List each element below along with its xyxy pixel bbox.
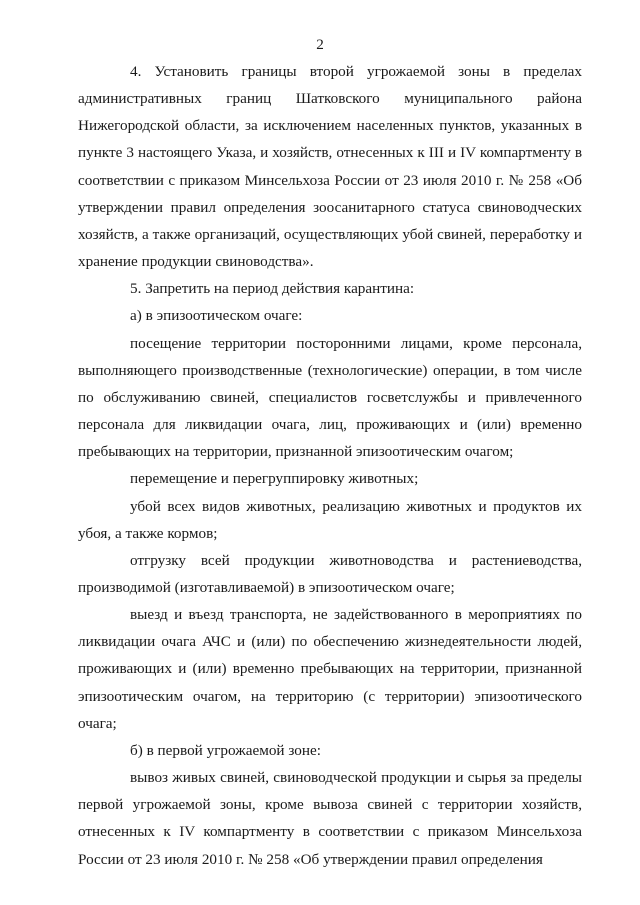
page-number: 2 <box>316 36 324 53</box>
paragraph-item-4: 4. Установить границы второй угрожаемой зоны в пределах административных границ Шатковского муниципального района Нижегородской области, за исключением населенных пунктов, указанных в пункте 3 настоящего Указа, и хозяйств, отнесенных к III и IV компартменту в соответствии с приказом Минсельхоза России от 23 июля 2010 г. № 258 «Об утверждении правил определения зоосанитарного статуса свиноводческих хозяйств, а также организаций, осуществляющих убой свиней, переработку и хранение продукции свиноводства». <box>78 63 582 271</box>
paragraph-export-ban: вывоз живых свиней, свиноводческой продукции и сырья за пределы первой угрожаемой зоны, кроме вывоза свиней с территории хозяйств, отнесенных к IV компартменту в соответствии с приказом Минсельхоза России от 23 июля 2010 г. № 258 «Об утверждении правил определения <box>78 769 582 868</box>
paragraph-transport-ban: выезд и въезд транспорта, не задействованного в мероприятиях по ликвидации очага АЧС и (или) по обеспечению жизнедеятельности людей, проживающих и (или) временно пребывающих на территории, признанной эпизоотическим очагом, на территорию (с территории) эпизоотического очага; <box>78 606 582 732</box>
subitem-a-heading: а) в эпизоотическом очаге: <box>130 307 303 325</box>
paragraph-item-5: 5. Запретить на период действия карантина: <box>130 280 415 298</box>
subitem-b-heading: б) в первой угрожаемой зоне: <box>130 741 321 759</box>
paragraph-slaughter-ban: убой всех видов животных, реализацию животных и продуктов их убоя, а также кормов; <box>78 497 582 542</box>
paragraph-visit-restriction: посещение территории посторонними лицами, кроме персонала, выполняющего производственные (технологические) операции, в том числе по обслуживанию свиней, специалистов госветслужбы и привлеченного персонала для ликвидации очага, лиц, проживающих и (или) временно пребывающих на территории, признанной эпизоотическим очагом; <box>78 334 582 461</box>
document-body <box>78 58 582 873</box>
paragraph-shipment-ban: отгрузку всей продукции животноводства и растениеводства, производимой (изготавливаемой) в эпизоотическом очаге; <box>78 551 582 596</box>
paragraph-animal-movement: перемещение и перегруппировку животных; <box>130 470 419 488</box>
